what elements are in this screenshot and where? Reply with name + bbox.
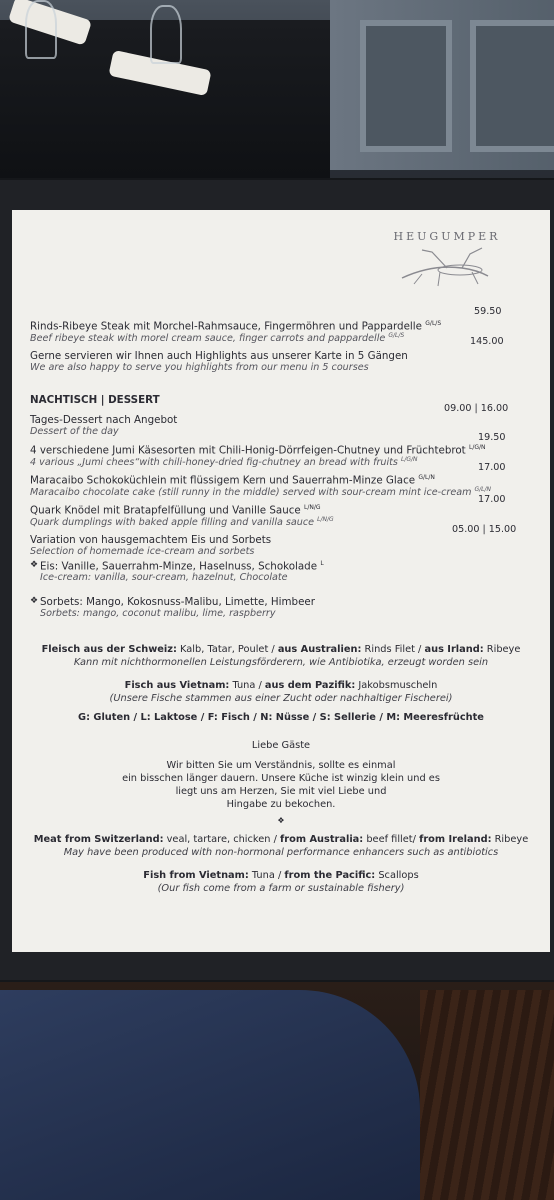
allergen-tag: G/L/S	[425, 320, 442, 327]
item-translation: Selection of homemade ice-cream and sorbets	[30, 546, 255, 557]
menu-item	[30, 414, 538, 437]
menu-item	[30, 320, 538, 345]
diamond-bullet-icon: ❖	[30, 596, 39, 606]
wall-panel-inset	[470, 20, 554, 152]
allergen-legend: G: Gluten / L: Laktose / F: Fisch / N: Nüsse / S: Sellerie / M: Meeresfrüchte	[78, 712, 484, 723]
item-name: Variation von hausgemachtem Eis und Sorbets	[30, 534, 272, 546]
person-leg	[0, 990, 420, 1200]
menu-item	[30, 350, 538, 373]
price: 19.50	[478, 432, 506, 443]
origin-fish-de: Fisch aus Vietnam: Tuna / aus dem Pazifik: Jakobsmuscheln	[124, 680, 438, 691]
price: 05.00 | 15.00	[452, 524, 517, 535]
item-translation: We are also happy to serve you highlights from our menu in 5 courses	[30, 362, 369, 373]
wine-glass	[150, 5, 182, 64]
allergen-tag: L/G/N	[401, 456, 418, 464]
item-name: 4 verschiedene Jumi Käsesorten mit Chili-Honig-Dörrfeigen-Chutney und Früchtebrot	[30, 444, 466, 457]
allergen-tag: G/L/N	[474, 486, 492, 494]
diamond-divider-icon: ❖	[277, 816, 285, 825]
item-translation: Beef ribeye steak with morel cream sauce, finger carrots and pappardelle	[30, 333, 386, 345]
price: 17.00	[478, 462, 506, 473]
subitem-translation: Sorbets: mango, coconut malibu, lime, raspberry	[40, 608, 276, 619]
guest-line: liegt uns am Herzen, Sie mit viel Liebe und	[175, 786, 387, 797]
allergen-tag: G/L/N	[418, 474, 435, 481]
item-name: Gerne servieren wir Ihnen auch Highlights aus unserer Karte in 5 Gängen	[30, 350, 408, 362]
menu-item	[30, 444, 538, 469]
wooden-chair	[420, 990, 554, 1200]
subitem-name: Eis: Vanille, Sauerrahm-Minze, Haselnuss, Schokolade	[40, 560, 318, 573]
subitem-name: Sorbets: Mango, Kokosnuss-Malibu, Limette, Himbeer	[40, 596, 315, 608]
origin-fish-en: Fish from Vietnam: Tuna / from the Pacific: Scallops	[143, 870, 419, 881]
item-translation: Dessert of the day	[30, 426, 119, 437]
fish-note-en: (Our fish come from a farm or sustainable fishery)	[157, 883, 405, 894]
subitem-translation: Ice-cream: vanilla, sour-cream, hazelnut, Chocolate	[40, 572, 288, 584]
price: 17.00	[478, 494, 506, 505]
guest-title: Liebe Gäste	[251, 740, 311, 751]
menu-subitem	[30, 596, 538, 619]
menu-item	[30, 534, 538, 557]
item-translation: 4 various „Jumi chees“with chili-honey-dried fig-chutney an bread with fruits	[30, 457, 398, 469]
section-title: NACHTISCH | DESSERT	[30, 394, 160, 406]
fish-note-de: (Unsere Fische stammen aus einer Zucht oder nachhaltiger Fischerei)	[109, 693, 453, 704]
allergen-tag: G/L/S	[388, 332, 405, 340]
item-name: Maracaibo Schokoküchlein mit flüssigem Kern und Sauerrahm-Minze Glace	[30, 474, 416, 487]
origin-meat-en: Meat from Switzerland: veal, tartare, chicken / from Australia: beef fillet/ from Ireland: Ribeye	[33, 834, 529, 845]
wine-glass	[25, 0, 57, 59]
restaurant-logo	[392, 230, 502, 290]
menu-subitem	[30, 560, 538, 583]
grasshopper-icon	[392, 230, 502, 290]
allergen-tag: L/N/G	[304, 504, 321, 511]
item-translation: Quark dumplings with baked apple filling and vanilla sauce	[30, 517, 315, 529]
price: 09.00 | 16.00	[444, 403, 509, 414]
price: 145.00	[470, 336, 504, 347]
guest-line: Wir bitten Sie um Verständnis, sollte es einmal	[166, 760, 396, 771]
wall-panel-inset	[360, 20, 452, 152]
origin-note-en: May have been produced with non-hormonal performance enhancers such as antibiotics	[63, 847, 499, 858]
item-translation: Maracaibo chocolate cake (still runny in the middle) served with sour-cream mint ice-cream	[30, 487, 472, 499]
origin-meat-de: Fleisch aus der Schweiz: Kalb, Tatar, Poulet / aus Australien: Rinds Filet / aus Irland: Ribeye	[41, 644, 521, 655]
diamond-bullet-icon: ❖	[30, 560, 39, 570]
guest-line: Hingabe zu bekochen.	[226, 799, 336, 810]
allergen-tag: L/N/G	[317, 516, 334, 524]
allergen-tag: L/G/N	[468, 444, 486, 451]
price: 59.50	[474, 306, 502, 317]
origin-note-de: Kann mit nichthormonellen Leistungsförderern, wie Antibiotika, erzeugt worden sein	[73, 657, 489, 668]
item-name: Rinds-Ribeye Steak mit Morchel-Rahmsauce, Fingermöhren und Pappardelle	[30, 320, 422, 333]
item-name: Quark Knödel mit Bratapfelfüllung und Vanille Sauce	[30, 504, 301, 517]
menu-page	[12, 210, 550, 952]
menu-item	[30, 474, 538, 499]
guest-line: ein bisschen länger dauern. Unsere Küche ist winzig klein und es	[122, 773, 440, 784]
item-name: Tages-Dessert nach Angebot	[30, 414, 178, 426]
logo-text: HEUGUMPER	[393, 230, 501, 243]
allergen-tag: L	[320, 560, 324, 567]
